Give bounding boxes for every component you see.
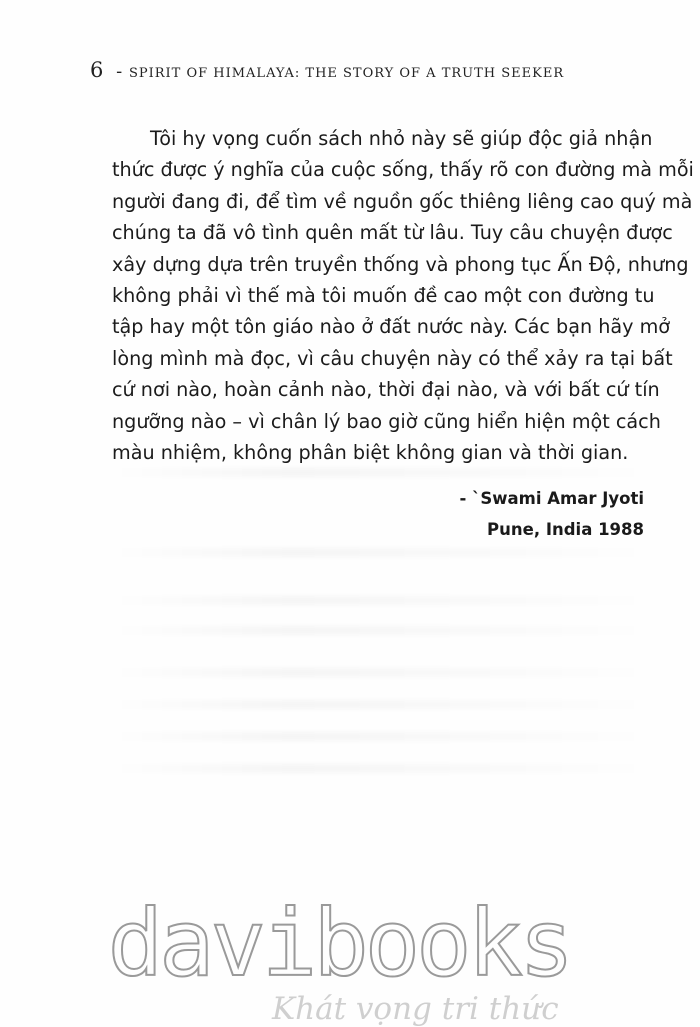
paragraph-line: cứ nơi nào, hoàn cảnh nào, thời đại nào, và với bất cứ tín <box>112 378 660 402</box>
paragraph-line: thức được ý nghĩa của cuộc sống, thấy rõ con đường mà mỗi <box>112 158 694 182</box>
book-title: SPIRIT OF HIMALAYA: THE STORY OF A TRUTH SEEKER <box>128 66 565 81</box>
show-through <box>112 668 652 677</box>
running-header <box>90 58 564 82</box>
page-number: 6 <box>90 58 104 82</box>
show-through <box>112 732 652 741</box>
watermark-tagline: Khát vọng tri thức <box>272 991 559 1027</box>
paragraph-line: người đang đi, để tìm về nguồn gốc thiêng liêng cao quý mà <box>112 189 693 213</box>
paragraph-line: xây dựng dựa trên truyền thống và phong tục Ấn Độ, nhưng <box>112 252 689 276</box>
watermark-logo: davibooks <box>107 890 571 997</box>
paragraph-line: không phải vì thế mà tôi muốn đề cao một con đường tu <box>112 284 655 308</box>
show-through <box>112 548 652 557</box>
paragraph-line: màu nhiệm, không phân biệt không gian và thời gian. <box>112 441 629 465</box>
show-through <box>112 468 652 477</box>
paragraph-line: chúng ta đã vô tình quên mất từ lâu. Tuy câu chuyện được <box>112 221 673 245</box>
author-name: - `Swami Amar Jyoti <box>459 489 644 508</box>
signature-block <box>460 483 644 545</box>
paragraph-line: tập hay một tôn giáo nào ở đất nước này. Các bạn hãy mở <box>112 315 671 339</box>
show-through <box>112 626 652 635</box>
place-date: Pune, India 1988 <box>487 520 644 539</box>
paragraph-line: ngưỡng nào – vì chân lý bao giờ cũng hiển hiện một cách <box>112 409 661 433</box>
paragraph-line: Tôi hy vọng cuốn sách nhỏ này sẽ giúp độc giả nhận <box>150 127 653 150</box>
show-through <box>112 700 652 709</box>
preface-paragraph <box>112 123 694 468</box>
header-separator: - <box>116 61 123 82</box>
show-through <box>112 596 652 605</box>
paragraph-line: lòng mình mà đọc, vì câu chuyện này có thể xảy ra tại bất <box>112 346 673 370</box>
show-through <box>112 764 652 773</box>
watermark <box>0 890 700 1027</box>
